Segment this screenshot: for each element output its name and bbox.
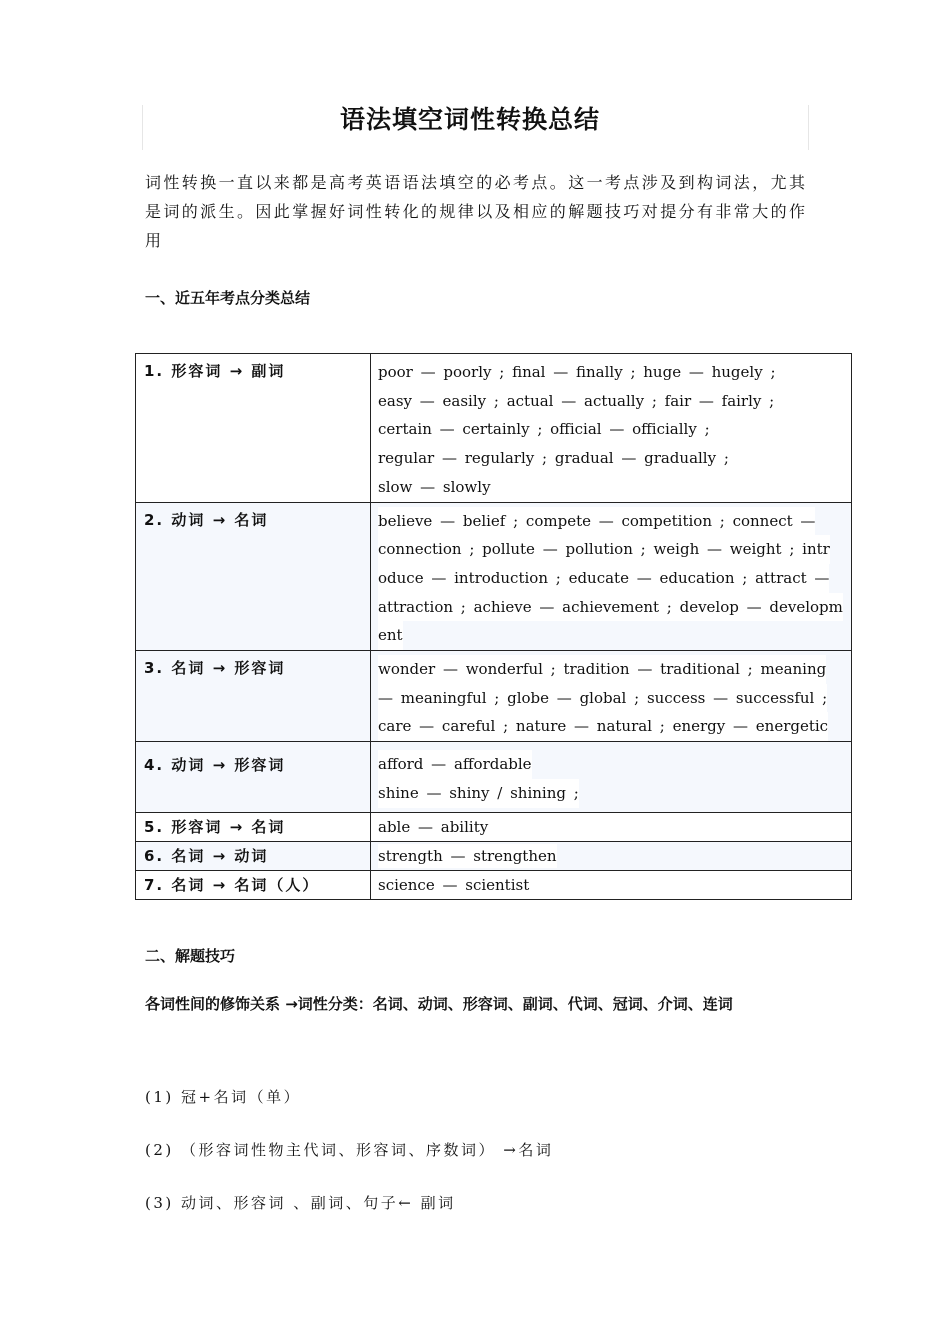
table-row (136, 742, 852, 812)
conversion-table (135, 353, 852, 900)
rule-item: (3) 动词、形容词 、副词、句子← 副词 (145, 1194, 456, 1212)
table-row (136, 651, 852, 742)
page-title: 语法填空词性转换总结 (339, 105, 600, 134)
table-row (136, 502, 852, 651)
word-pairs-line: oduce — introduction ; educate — education ; attract — (378, 564, 829, 593)
word-pairs-line: science — scientist (378, 875, 530, 894)
word-pairs-line: strength — strengthen (378, 844, 557, 868)
section1-heading: 一、近五年考点分类总结 (145, 289, 311, 307)
intro-paragraph: 词性转换一直以来都是高考英语语法填空的必考点。这一考点涉及到构词法，尤其是词的派生。因此掌握好词性转化的规律以及相应的解题技巧对提分有非常大的作用 (145, 173, 808, 250)
table-row (136, 870, 852, 899)
category-label: 4. 动词 → 形容词 (136, 742, 371, 812)
category-label: 7. 名词 → 名词（人） (136, 870, 371, 899)
category-label: 6. 名词 → 动词 (136, 841, 371, 870)
word-pairs-cell (371, 870, 852, 899)
table-row (136, 841, 852, 870)
table-row (136, 354, 852, 503)
category-label: 2. 动词 → 名词 (136, 502, 371, 651)
word-pairs-line: — meaningful ; globe — global ; success — successful ; (378, 684, 827, 713)
word-pairs-line: afford — affordable (378, 750, 532, 779)
word-pairs-line: wonder — wonderful ; tradition — traditional ; meaning (378, 655, 826, 684)
category-label: 3. 名词 → 形容词 (136, 651, 371, 742)
word-pairs-line: believe — belief ; compete — competition ; connect — (378, 507, 815, 536)
word-pairs-cell (371, 812, 852, 841)
word-pairs-line: connection ; pollute — pollution ; weigh — weight ; intr (378, 535, 830, 564)
table-row (136, 812, 852, 841)
category-label: 1. 形容词 → 副词 (136, 354, 371, 503)
rule-item: (2) （形容词性物主代词、形容词、序数词） →名词 (145, 1141, 554, 1159)
word-pairs-line: able — ability (378, 817, 489, 836)
word-pairs-line: ent (378, 621, 403, 650)
word-pairs-cell (371, 502, 852, 651)
word-pairs-line: certain — certainly ; official — officially ; (378, 420, 710, 439)
word-pairs-line: slow — slowly (378, 477, 491, 496)
section2-heading: 二、解题技巧 (145, 947, 236, 965)
category-label: 5. 形容词 → 名词 (136, 812, 371, 841)
section2-subheading: 各词性间的修饰关系 →词性分类：名词、动词、形容词、副词、代词、冠词、介词、连词 (145, 995, 733, 1013)
word-pairs-cell (371, 354, 852, 503)
word-pairs-line: care — careful ; nature — natural ; energy — energetic (378, 712, 828, 741)
word-pairs-line: regular — regularly ; gradual — gradually ; (378, 449, 729, 468)
word-pairs-line: poor — poorly ; final — finally ; huge — hugely ; (378, 363, 776, 381)
word-pairs-cell (371, 742, 852, 812)
word-pairs-line: easy — easily ; actual — actually ; fair — fairly ; (378, 391, 775, 410)
word-pairs-cell (371, 841, 852, 870)
word-pairs-cell (371, 651, 852, 742)
rule-item: (1) 冠+名词（单） (145, 1088, 302, 1106)
word-pairs-line: shine — shiny / shining ; (378, 779, 579, 808)
word-pairs-line: attraction ; achieve — achievement ; develop — developm (378, 593, 843, 622)
